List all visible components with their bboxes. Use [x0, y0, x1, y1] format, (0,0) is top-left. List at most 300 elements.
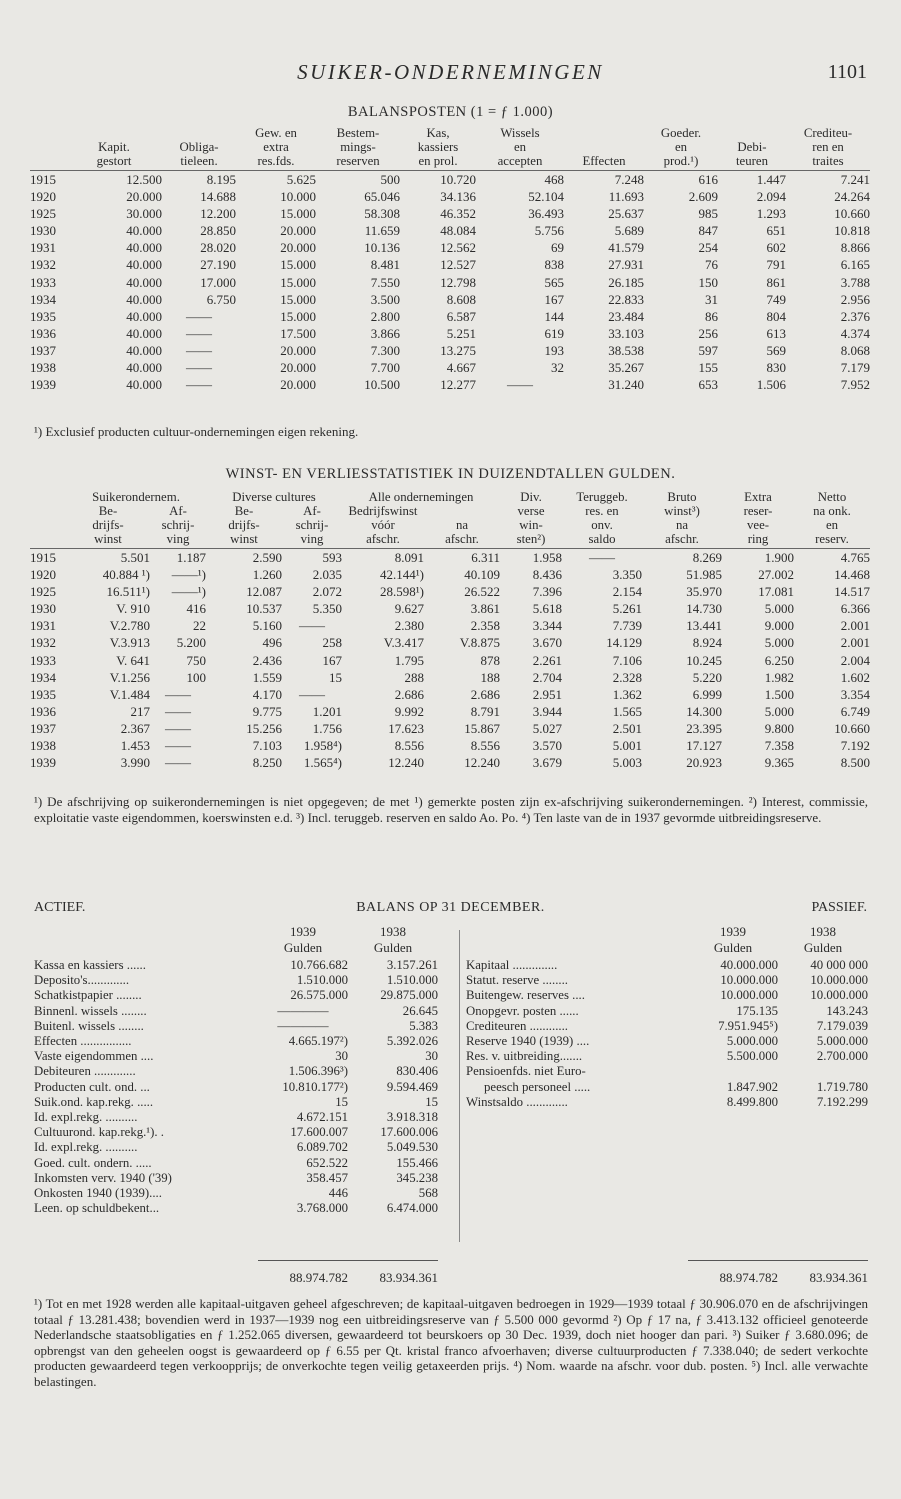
table-cell: 288: [404, 669, 424, 685]
balance-label: Debiteuren .............: [34, 1064, 136, 1079]
column-header: Gew. en: [255, 126, 297, 140]
group-header: Suikerondernem.: [92, 490, 180, 504]
table-cell: 5.003: [612, 755, 642, 771]
balance-row: [34, 1004, 438, 1019]
table-cell: 7.358: [764, 738, 794, 754]
balance-label: Effecten ................: [34, 1034, 132, 1049]
table-row: [30, 652, 870, 669]
table-cell: 2.001: [840, 618, 870, 634]
table-cell: 13.275: [440, 342, 476, 358]
table-cell: 8.500: [840, 755, 870, 771]
column-header: winst: [206, 532, 282, 549]
row-year: 1939: [30, 377, 56, 393]
page-number: 1101: [827, 61, 867, 83]
table-cell: 9.627: [394, 601, 424, 617]
balance-row: [34, 958, 438, 973]
table-cell: 7.241: [840, 172, 870, 187]
table-cell: 20.000: [280, 360, 316, 376]
column-header: Bestem-: [336, 126, 380, 140]
table-cell: 5.350: [312, 601, 342, 617]
table-cell: 496: [262, 635, 282, 651]
balance-row: [466, 1064, 868, 1079]
column-header: res.fds.: [236, 154, 316, 171]
table-row: [30, 669, 870, 686]
balance-row: [34, 1019, 438, 1034]
balance-row: [34, 1110, 438, 1125]
column-header: mings-: [340, 140, 376, 154]
table-cell: 6.250: [764, 652, 794, 668]
table-cell: ——: [186, 308, 212, 324]
table-cell: 40.000: [126, 291, 162, 307]
table-cell: 27.931: [608, 257, 644, 273]
table-row: [30, 600, 870, 617]
column-header: [564, 126, 644, 140]
table-cell: 8.481: [370, 257, 400, 273]
balance-value-1938: 30: [425, 1049, 438, 1064]
table-cell: 14.468: [834, 567, 870, 583]
balance-label: Kassa en kassiers ......: [34, 958, 146, 972]
table-cell: 2.951: [532, 686, 562, 702]
balance-value-1938: 15: [425, 1094, 438, 1109]
table-cell: 9.365: [764, 755, 794, 771]
balance-value-1938: 10.000.000: [810, 988, 868, 1003]
table-cell: 569: [766, 342, 786, 358]
column-header: gestort: [66, 154, 162, 171]
table-cell: 2.956: [840, 291, 870, 307]
table-cell: 1.795: [394, 652, 424, 668]
table-cell: 5.251: [446, 325, 476, 341]
column-header: Kas,: [426, 126, 450, 140]
balansposten-body: [30, 171, 870, 394]
column-header: na: [455, 518, 469, 532]
column-header: winst³): [664, 504, 700, 518]
table-cell: 12.798: [440, 274, 476, 290]
table-cell: 17.623: [388, 720, 424, 736]
column-header: vee-: [746, 518, 770, 532]
balance-row: [466, 973, 868, 988]
balance-label: Pensioenfds. niet Euro-: [466, 1064, 586, 1079]
table-cell: 6.311: [471, 550, 500, 565]
table-cell: 14.300: [686, 703, 722, 719]
row-year: 1930: [30, 223, 56, 239]
table-cell: 14.129: [606, 635, 642, 651]
passief-total-1939: 88.974.782: [719, 1270, 778, 1285]
table-cell: 8.556: [394, 738, 424, 754]
table-cell: 7.550: [370, 274, 400, 290]
column-header: win-: [519, 518, 543, 532]
table-cell: 40.000: [126, 240, 162, 256]
row-year: 1936: [30, 325, 56, 341]
balance-row: [466, 1019, 868, 1034]
table-cell: 15.000: [280, 308, 316, 324]
table-cell: 12.240: [388, 755, 424, 771]
winst-group-header: [30, 490, 870, 504]
group-header: Netto: [817, 490, 847, 504]
row-year: 1931: [30, 618, 56, 634]
table-cell: 28.850: [200, 223, 236, 239]
balance-row: [466, 1095, 868, 1110]
column-header: [564, 140, 644, 154]
table-cell: 6.366: [840, 601, 870, 617]
balans-title: BALANS OP 31 DECEMBER.: [356, 900, 545, 915]
table-cell: ——: [507, 377, 533, 393]
balance-value-1938: 29.875.000: [380, 988, 438, 1003]
column-header: verse: [517, 504, 545, 518]
table-cell: 1.958⁴): [303, 738, 342, 754]
balance-value-1939: 358.457: [306, 1170, 348, 1185]
passief-unit-1939: Gulden: [713, 940, 753, 955]
balance-label: Vaste eigendommen ....: [34, 1049, 154, 1064]
table-row: [30, 239, 870, 256]
table-cell: 15: [329, 669, 342, 685]
table-cell: 167: [544, 291, 564, 307]
table-cell: 41.579: [608, 240, 644, 256]
table-cell: 1.958: [532, 550, 562, 565]
column-header: Be-: [98, 504, 118, 518]
table-cell: 500: [380, 172, 400, 187]
table-cell: 1.900: [764, 550, 794, 565]
table-row: [30, 359, 870, 376]
balance-label: Statut. reserve ........: [466, 973, 568, 988]
table-cell: 28.020: [200, 240, 236, 256]
table-cell: 86: [705, 308, 718, 324]
balance-value-1938: 17.600.006: [380, 1125, 438, 1140]
table-cell: 616: [698, 172, 718, 187]
table-cell: 31: [705, 291, 718, 307]
balance-value-1938: 2.700.000: [816, 1049, 868, 1064]
table-cell: 8.608: [446, 291, 476, 307]
table-cell: 651: [766, 223, 786, 239]
table-cell: 5.027: [532, 720, 562, 736]
group-header: Teruggeb.: [576, 490, 628, 504]
table-cell: 602: [766, 240, 786, 256]
table-cell: 7.952: [840, 377, 870, 393]
table-cell: 468: [544, 172, 564, 187]
table-cell: 24.264: [834, 189, 870, 205]
table-cell: 3.500: [370, 291, 400, 307]
balance-row: [466, 988, 868, 1003]
table-cell: ——: [186, 377, 212, 393]
table-cell: 26.185: [608, 274, 644, 290]
table-cell: 40.884 ¹): [102, 567, 150, 583]
winst-header-row: [30, 504, 870, 518]
row-year: 1937: [30, 342, 56, 358]
table-cell: 12.240: [464, 755, 500, 771]
column-header: Goeder.: [660, 126, 702, 140]
table-cell: V.1.256: [109, 669, 150, 685]
header-spacer: [30, 490, 66, 504]
balance-value-1939: [688, 1064, 778, 1079]
balance-value-1939: 4.672.151: [296, 1110, 348, 1125]
table-row: [30, 342, 870, 359]
balance-value-1939: 5.500.000: [726, 1049, 778, 1064]
table-cell: 8.250: [252, 755, 282, 771]
column-header: Wissels: [500, 126, 540, 140]
row-year: 1930: [30, 601, 56, 617]
balansposten-footnote: ¹) Exclusief producten cultuur-ondernemingen eigen rekening.: [34, 424, 359, 439]
balance-label: Deposito's.............: [34, 973, 130, 988]
balance-value-1939: 10.000.000: [720, 973, 778, 988]
column-header: [424, 504, 500, 518]
table-cell: 12.562: [440, 240, 476, 256]
table-cell: 3.944: [532, 703, 562, 719]
passief-label: PASSIEF.: [811, 900, 867, 915]
table-cell: 14.517: [834, 584, 870, 600]
table-cell: 2.590: [252, 550, 282, 565]
table-cell: 15.256: [246, 720, 282, 736]
row-year: 1936: [30, 703, 56, 719]
table-cell: 613: [766, 325, 786, 341]
table-cell: 653: [698, 377, 718, 393]
table-cell: 6.165: [840, 257, 870, 273]
column-header: kassiers: [417, 140, 459, 154]
balance-value-1938: 345.238: [396, 1170, 438, 1185]
table-cell: 9.000: [764, 618, 794, 634]
table-cell: 35.267: [608, 360, 644, 376]
table-cell: 7.106: [612, 652, 642, 668]
winst-table: [30, 490, 870, 771]
balance-label: Reserve 1940 (1939) ....: [466, 1034, 590, 1049]
balans-divider: [459, 930, 460, 1242]
table-cell: 2.704: [532, 669, 562, 685]
balance-value-1939: 7.951.945⁵): [718, 1018, 778, 1033]
table-cell: 32: [551, 360, 564, 376]
table-cell: 20.000: [280, 342, 316, 358]
table-row: [30, 754, 870, 771]
table-cell: 1.453: [120, 738, 150, 754]
column-header: schrij-: [161, 518, 195, 532]
table-cell: 13.441: [686, 618, 722, 634]
table-cell: 847: [698, 223, 718, 239]
balance-label: Inkomsten verv. 1940 ('39): [34, 1170, 172, 1185]
table-cell: 3.350: [612, 567, 642, 583]
table-row: [30, 703, 870, 720]
table-cell: 46.352: [440, 206, 476, 222]
table-cell: 40.000: [126, 308, 162, 324]
table-cell: 76: [705, 257, 718, 273]
table-cell: 11.659: [364, 223, 400, 239]
table-cell: 5.625: [286, 172, 316, 187]
balance-value-1939: 652.522: [306, 1155, 348, 1170]
table-row: [30, 188, 870, 205]
table-cell: V.1.484: [109, 686, 150, 702]
table-cell: 1.187: [176, 550, 206, 565]
balance-row: [34, 1095, 438, 1110]
balance-value-1939: 26.575.000: [290, 988, 348, 1003]
passief-unit-1938: Gulden: [803, 940, 843, 955]
table-cell: 6.749: [840, 703, 870, 719]
table-cell: 7.179: [840, 360, 870, 376]
balance-value-1939: 8.499.800: [726, 1094, 778, 1109]
table-cell: 2.094: [756, 189, 786, 205]
table-cell: 4.765: [840, 550, 870, 565]
table-cell: 5.501: [120, 550, 150, 565]
table-row: [30, 686, 870, 703]
balance-row: [34, 1125, 438, 1140]
balance-value-1938: 26.645: [402, 1003, 438, 1018]
table-cell: 2.501: [612, 720, 642, 736]
balance-row: [34, 1156, 438, 1171]
table-cell: 20.000: [126, 189, 162, 205]
balance-row: [466, 1080, 868, 1095]
column-header: afschr.: [642, 532, 722, 549]
balance-row: [34, 988, 438, 1003]
table-cell: 619: [544, 325, 564, 341]
balansposten-header-row: [30, 126, 870, 140]
balance-row: [34, 1171, 438, 1186]
table-row: [30, 549, 870, 567]
balance-label: Goed. cult. ondern. .....: [34, 1155, 152, 1170]
table-cell: 7.396: [532, 584, 562, 600]
balansposten-table: [30, 126, 870, 393]
table-cell: 31.240: [608, 377, 644, 393]
row-year: 1934: [30, 291, 56, 307]
column-header: ring: [722, 532, 794, 549]
balance-label: Id. expl.rekg. ..........: [34, 1110, 138, 1125]
table-cell: 10.500: [364, 377, 400, 393]
table-cell: 8.924: [692, 635, 722, 651]
balance-label: Res. v. uitbreiding.......: [466, 1049, 583, 1064]
table-cell: 40.000: [126, 325, 162, 341]
actief-year-1939: 1939: [290, 924, 316, 939]
column-header: sten²): [500, 532, 562, 549]
balance-row: [34, 1064, 438, 1079]
table-row: [30, 291, 870, 308]
passief-table: [466, 958, 868, 1110]
table-cell: 1.756: [312, 720, 342, 736]
table-cell: 15.000: [280, 274, 316, 290]
column-header: Af-: [303, 504, 321, 518]
balance-label: Kapitaal ..............: [466, 958, 558, 972]
group-header: Extra: [744, 490, 772, 504]
table-cell: V. 910: [116, 601, 150, 617]
column-header: saldo: [562, 532, 642, 549]
column-header: ren en: [812, 140, 844, 154]
passief-column-headings: [688, 924, 868, 956]
row-year: 1920: [30, 189, 56, 205]
group-header: Div.: [520, 490, 542, 504]
table-row: [30, 566, 870, 583]
table-cell: 3.990: [120, 755, 150, 771]
table-cell: 5.261: [612, 601, 642, 617]
balance-value-1938: [778, 1064, 868, 1079]
table-cell: 40.109: [464, 567, 500, 583]
actief-column-headings: [258, 924, 438, 956]
table-cell: 593: [322, 550, 342, 565]
table-cell: 8.866: [840, 240, 870, 256]
table-cell: 217: [130, 703, 150, 719]
column-header: accepten: [476, 154, 564, 171]
table-cell: 838: [544, 257, 564, 273]
table-cell: 5.000: [764, 635, 794, 651]
table-cell: 3.354: [840, 686, 870, 702]
table-row: [30, 583, 870, 600]
table-cell: 8.556: [470, 738, 500, 754]
group-header: Bruto: [667, 490, 697, 504]
table-cell: 69: [551, 240, 564, 256]
table-cell: 15.000: [280, 291, 316, 307]
table-cell: 14.688: [200, 189, 236, 205]
table-cell: 20.000: [280, 377, 316, 393]
balance-value-1938: 7.192.299: [816, 1094, 868, 1109]
column-header: res. en: [585, 504, 619, 518]
row-year: 1938: [30, 360, 56, 376]
running-header-title: SUIKER-ONDERNEMINGEN: [297, 60, 604, 84]
balance-value-1939: 5.000.000: [726, 1034, 778, 1049]
table-cell: 193: [544, 342, 564, 358]
table-cell: 52.104: [528, 189, 564, 205]
table-cell: 7.103: [252, 738, 282, 754]
balance-value-1938: 143.243: [826, 1003, 868, 1018]
actief-year-1938: 1938: [380, 924, 406, 939]
table-cell: 9.775: [252, 703, 282, 719]
column-header: onv.: [591, 518, 613, 532]
table-cell: 1.447: [756, 172, 786, 187]
table-cell: 2.004: [840, 652, 870, 668]
group-header: Alle ondernemingen: [368, 490, 474, 504]
table-cell: 8.436: [532, 567, 562, 583]
balance-value-1938: 1.719.780: [816, 1079, 868, 1094]
table-cell: 15.000: [280, 257, 316, 273]
winst-group-row: [30, 490, 870, 504]
table-cell: 3.861: [470, 601, 500, 617]
balance-label: Onopgevr. posten ......: [466, 1003, 579, 1018]
table-cell: 5.756: [534, 223, 564, 239]
balance-value-1938: 5.392.026: [386, 1034, 438, 1049]
table-cell: ——: [186, 325, 212, 341]
table-cell: 3.679: [532, 755, 562, 771]
balansposten-header-row: [30, 140, 870, 154]
balance-row: [466, 958, 868, 973]
table-cell: 15.867: [464, 720, 500, 736]
table-cell: 42.144¹): [380, 567, 424, 583]
table-cell: 22.833: [608, 291, 644, 307]
table-cell: 17.000: [200, 274, 236, 290]
table-cell: 36.493: [528, 206, 564, 222]
balance-value-1939: 4.665.197²): [288, 1034, 348, 1049]
table-cell: 40.000: [126, 274, 162, 290]
column-header: en prol.: [400, 154, 476, 171]
table-cell: 791: [766, 257, 786, 273]
table-cell: 17.081: [758, 584, 794, 600]
table-cell: 65.046: [364, 189, 400, 205]
actief-table: [34, 958, 438, 1216]
table-cell: 12.087: [246, 584, 282, 600]
balance-value-1939: ————: [277, 1018, 329, 1033]
column-header: na: [675, 518, 689, 532]
balance-value-1939: 3.768.000: [296, 1201, 348, 1216]
table-cell: 58.308: [364, 206, 400, 222]
table-cell: 27.190: [200, 257, 236, 273]
column-header: extra: [263, 140, 289, 154]
table-cell: 5.160: [252, 618, 282, 634]
table-cell: V.8.875: [459, 635, 500, 651]
column-header: teuren: [718, 154, 786, 171]
row-year: 1932: [30, 635, 56, 651]
balance-value-1939: 1.510.000: [296, 973, 348, 988]
balance-value-1938: 5.383: [409, 1018, 438, 1033]
header-spacer: [30, 518, 66, 532]
table-cell: 861: [766, 274, 786, 290]
table-cell: 5.220: [692, 669, 722, 685]
winst-header-row: [30, 518, 870, 532]
balance-value-1939: 30: [335, 1049, 348, 1064]
balance-value-1939: 6.089.702: [296, 1140, 348, 1155]
table-row: [30, 205, 870, 222]
balance-value-1938: 568: [418, 1186, 438, 1201]
table-cell: 8.269: [692, 550, 722, 565]
row-year: 1935: [30, 686, 56, 702]
